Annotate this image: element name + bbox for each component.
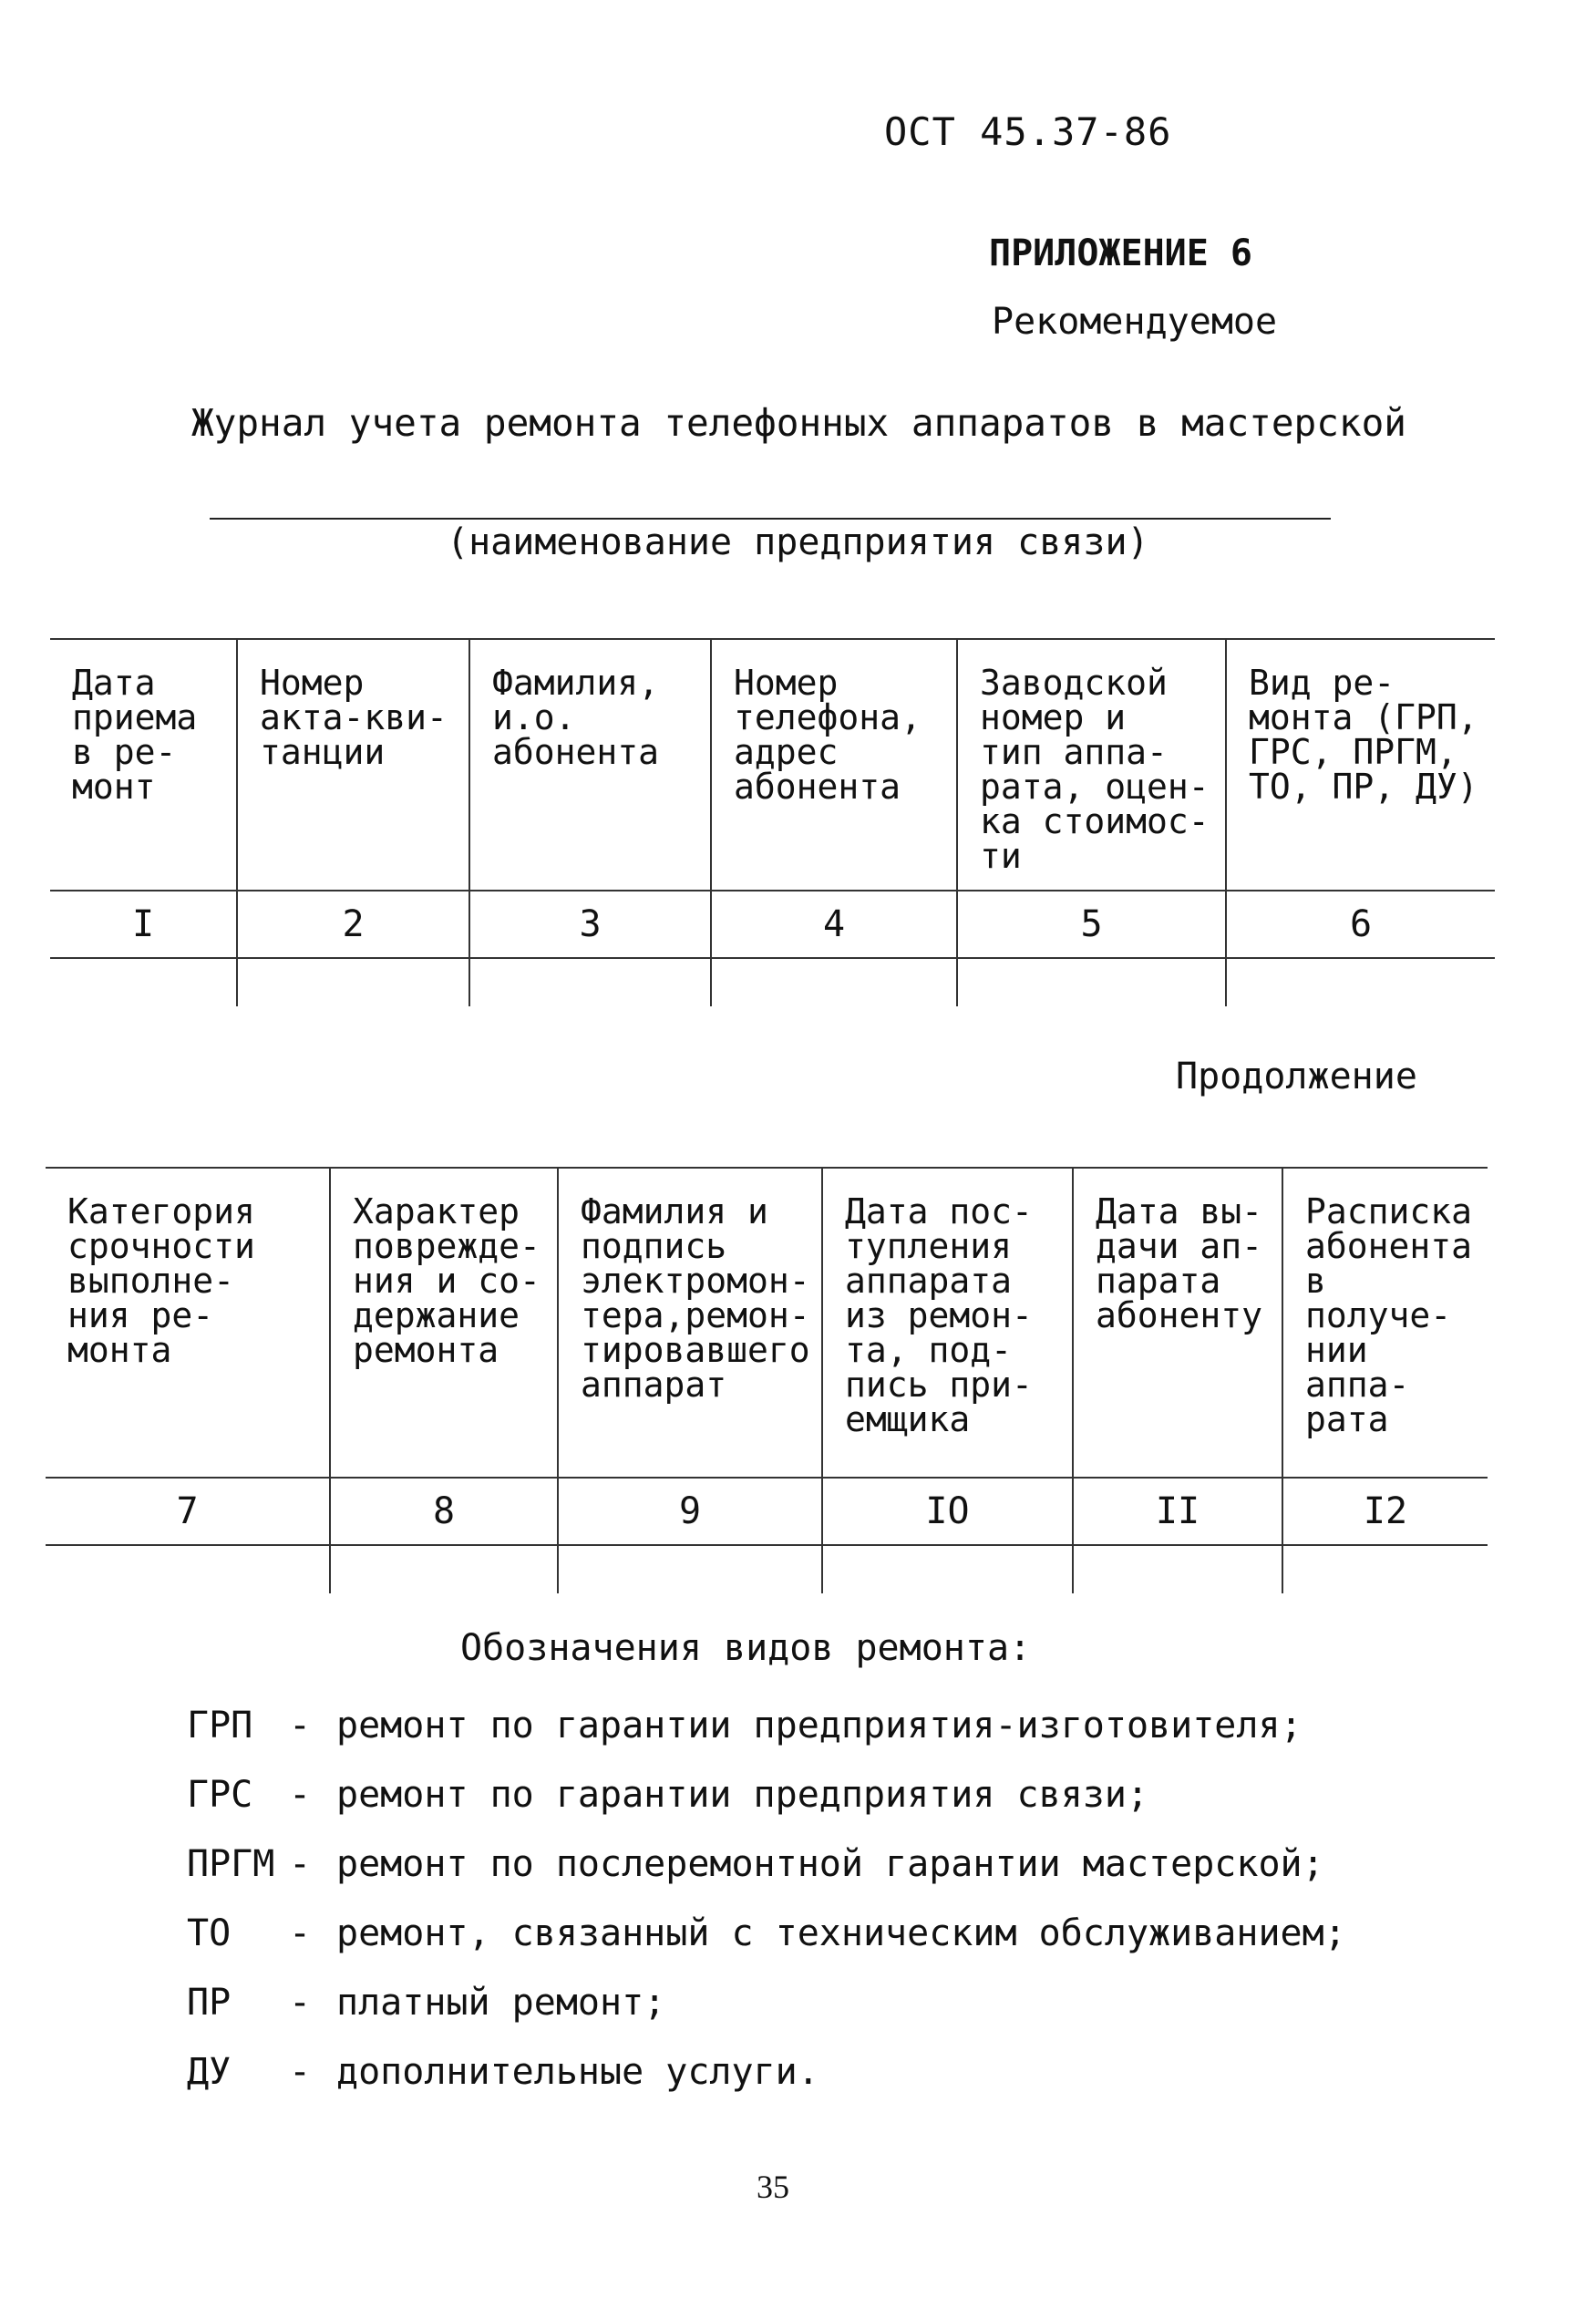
legend-code: ГРП <box>187 1705 253 1747</box>
organization-name-caption: (наименование предприятия связи) <box>447 521 1149 563</box>
appendix-label: ПРИЛОЖЕНИЕ 6 <box>989 232 1252 274</box>
continuation-label: Продолжение <box>1176 1056 1417 1097</box>
legend-dash: - <box>289 1705 312 1747</box>
column-header-repair-type: Вид ре- монта (ГРП, ГРС, ПРГМ, ТО, ПР, ДУ) <box>1226 639 1495 891</box>
column-number: II <box>1073 1478 1282 1545</box>
legend-text: ремонт по послеремонтной гарантии мастерской; <box>336 1843 1324 1885</box>
legend-code: ДУ <box>187 2051 232 2093</box>
legend-item <box>187 1968 1346 2037</box>
column-header-serial-type: Заводской номер и тип аппа- рата, оцен- ка стоимос- ти <box>957 639 1226 891</box>
legend-code: ПР <box>187 1982 232 2024</box>
legend-dash: - <box>289 2051 312 2093</box>
column-number: 4 <box>711 891 957 958</box>
empty-cell <box>957 958 1226 1006</box>
column-header-phone-address: Номер телефона, адрес абонента <box>711 639 957 891</box>
legend-text: платный ремонт; <box>336 1982 666 2024</box>
empty-cell <box>1282 1545 1488 1593</box>
column-number: 2 <box>237 891 469 958</box>
legend-text: ремонт по гарантии предприятия связи; <box>336 1774 1149 1816</box>
empty-cell <box>822 1545 1073 1593</box>
empty-entry-row <box>46 1545 1488 1593</box>
column-number: I <box>50 891 237 958</box>
empty-cell <box>330 1545 558 1593</box>
column-header-subscriber-name: Фамилия, и.о. абонента <box>469 639 711 891</box>
legend-text: ремонт по гарантии предприятия-изготовителя; <box>336 1705 1303 1747</box>
appendix-status: Рекомендуемое <box>992 301 1278 343</box>
column-number: 8 <box>330 1478 558 1545</box>
column-header-technician-signature: Фамилия и подпись электромон- тера,ремон- тировавшего аппарат <box>558 1168 822 1478</box>
column-header-issue-date: Дата вы- дачи ап- парата абоненту <box>1073 1168 1282 1478</box>
column-number-row <box>46 1478 1488 1545</box>
column-header-return-from-repair: Дата пос- тупления аппарата из ремон- та, под- пись при- емщика <box>822 1168 1073 1478</box>
page-title: Журнал учета ремонта телефонных аппаратов в мастерской <box>191 401 1406 445</box>
table-header-row <box>50 639 1495 891</box>
column-header-intake-date: Дата приема в ре- монт <box>72 663 198 807</box>
legend-item <box>187 2037 1346 2107</box>
legend-item <box>187 1691 1346 1760</box>
column-number: 5 <box>957 891 1226 958</box>
legend-code: ПРГМ <box>187 1843 275 1885</box>
legend-code: ГРС <box>187 1774 253 1816</box>
legend-item <box>187 1760 1346 1829</box>
column-number: IO <box>822 1478 1073 1545</box>
empty-cell <box>237 958 469 1006</box>
legend-dash: - <box>289 1774 312 1816</box>
column-number: I2 <box>1282 1478 1488 1545</box>
legend-dash: - <box>289 1912 312 1954</box>
empty-cell <box>46 1545 330 1593</box>
empty-cell <box>1226 958 1495 1006</box>
column-number: 3 <box>469 891 711 958</box>
page-number: 35 <box>757 2169 789 2205</box>
legend-code: ТО <box>187 1912 232 1954</box>
table-header-row <box>46 1168 1488 1478</box>
legend-dash: - <box>289 1843 312 1885</box>
legend-dash: - <box>289 1982 312 2024</box>
legend-list <box>187 1691 1346 2107</box>
column-header-damage-description: Характер поврежде- ния и со- держание ремонта <box>330 1168 558 1478</box>
column-number-row <box>50 891 1495 958</box>
legend-title: Обозначения видов ремонта: <box>460 1627 1032 1669</box>
journal-table-part-2 <box>46 1167 1488 1593</box>
empty-cell <box>469 958 711 1006</box>
legend-item <box>187 1829 1346 1899</box>
empty-cell <box>1073 1545 1282 1593</box>
empty-cell <box>711 958 957 1006</box>
column-header-subscriber-receipt: Расписка абонента в получе- нии аппа- рата <box>1282 1168 1488 1478</box>
column-number: 6 <box>1226 891 1495 958</box>
empty-cell <box>558 1545 822 1593</box>
journal-table-part-1 <box>50 638 1495 1006</box>
organization-name-line <box>210 518 1331 520</box>
column-header-urgency-category: Категория срочности выполне- ния ре- монта <box>67 1191 255 1370</box>
column-number: 7 <box>46 1478 330 1545</box>
column-header-act-number: Номер акта-кви- танции <box>237 639 469 891</box>
empty-cell <box>50 958 237 1006</box>
legend-text: ремонт, связанный с техническим обслуживанием; <box>336 1912 1346 1954</box>
column-number: 9 <box>558 1478 822 1545</box>
legend-text: дополнительные услуги. <box>336 2051 819 2093</box>
legend-item <box>187 1899 1346 1968</box>
standard-code: ОСТ 45.37-86 <box>884 109 1172 154</box>
empty-entry-row <box>50 958 1495 1006</box>
